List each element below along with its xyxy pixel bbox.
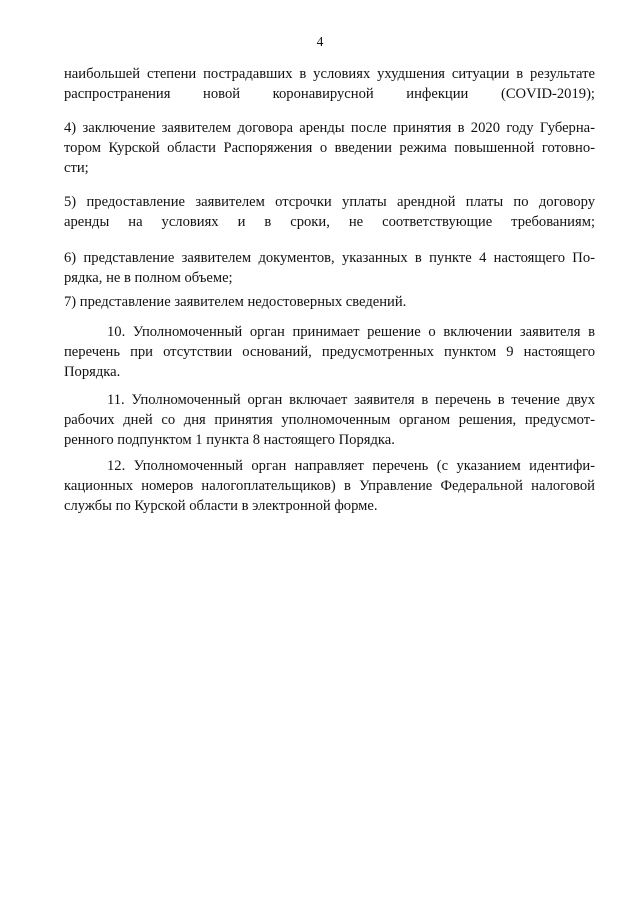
paragraph-line: рядка, не в полном объеме; <box>64 270 233 286</box>
paragraph-line: 11. Уполномоченный орган включает заявителя в перечень в течение двух <box>107 392 595 408</box>
paragraph-line: перечень при отсутствии оснований, предусмотренных пунктом 9 настоящего <box>64 344 595 360</box>
paragraph-line: Порядка. <box>64 364 121 380</box>
paragraph-line: рабочих дней со дня принятия уполномоченным органом решения, предусмот- <box>64 412 595 428</box>
paragraph-line: аренды на условиях и в сроки, не соответствующие требованиям; <box>64 214 595 230</box>
paragraph-line: 7) представление заявителем недостоверных сведений. <box>64 294 407 310</box>
paragraph-line: сти; <box>64 160 89 176</box>
paragraph-line: наибольшей степени пострадавших в условиях ухудшения ситуации в результате <box>64 66 595 82</box>
paragraph-line: распространения новой коронавирусной инфекции (COVID-2019); <box>64 86 595 102</box>
paragraph-line: кационных номеров налогоплательщиков) в Управление Федеральной налоговой <box>64 478 595 494</box>
paragraph-line: 4) заключение заявителем договора аренды после принятия в 2020 году Губерна- <box>64 120 595 136</box>
paragraph-line: 10. Уполномоченный орган принимает решение о включении заявителя в <box>107 324 595 340</box>
paragraph-line: тором Курской области Распоряжения о введении режима повышенной готовно- <box>64 140 595 156</box>
paragraph-line: 5) предоставление заявителем отсрочки уплаты арендной платы по договору <box>64 194 595 210</box>
paragraph-line: службы по Курской области в электронной форме. <box>64 498 378 514</box>
paragraph-line: ренного подпунктом 1 пункта 8 настоящего Порядка. <box>64 432 395 448</box>
paragraph-line: 12. Уполномоченный орган направляет перечень (с указанием идентифи- <box>107 458 595 474</box>
page-number: 4 <box>316 34 324 49</box>
paragraph-line: 6) представление заявителем документов, указанных в пункте 4 настоящего По- <box>64 250 595 266</box>
